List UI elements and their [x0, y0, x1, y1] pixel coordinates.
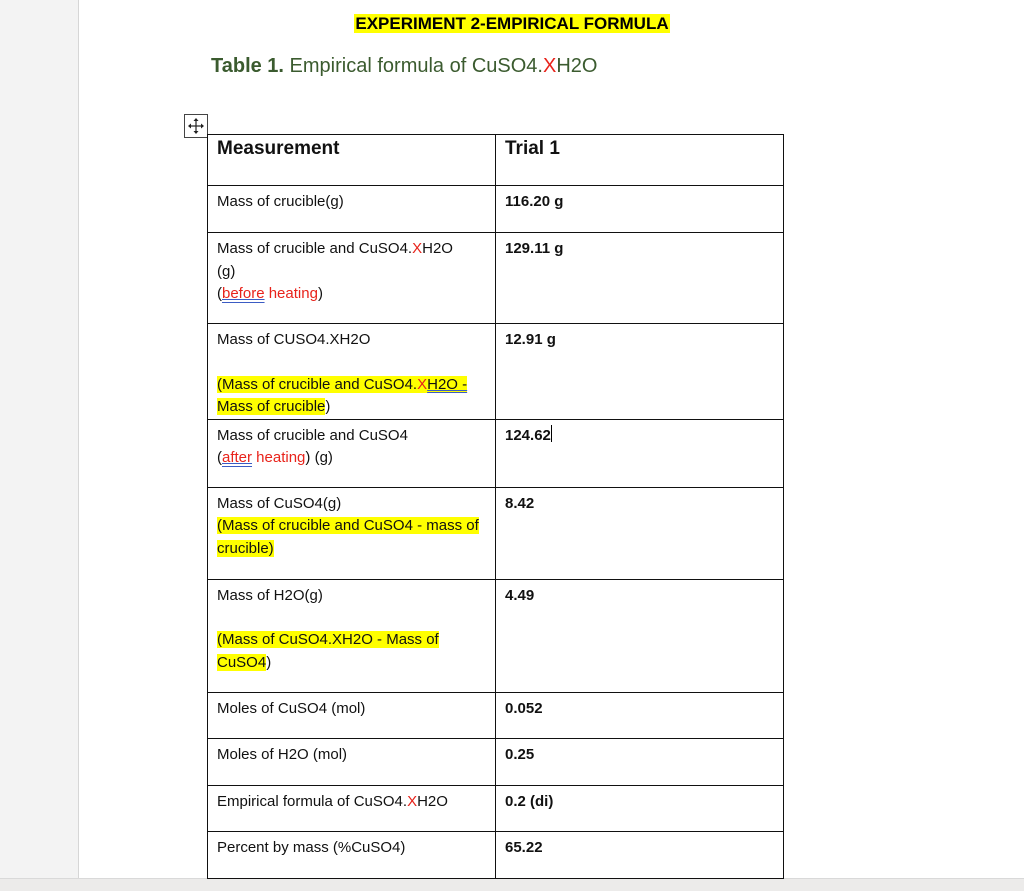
page-margin [0, 0, 79, 890]
table-row [208, 785, 784, 831]
paren-open: ( [217, 449, 222, 466]
text-cursor [551, 425, 552, 442]
word-heating: heating [252, 449, 306, 466]
cell-label[interactable] [208, 785, 496, 831]
row-label: Mass of crucible and CuSO4 [217, 426, 408, 444]
table-caption [211, 55, 597, 78]
cell-label[interactable] [208, 738, 496, 785]
table-row [208, 692, 784, 738]
row-label-tail: ) (g) [305, 449, 333, 466]
cell-label[interactable] [208, 579, 496, 692]
row-label-end: H2O [417, 792, 448, 810]
note-x: X [417, 375, 428, 393]
note-close: ) [325, 398, 331, 415]
table-move-handle-icon[interactable] [184, 114, 208, 138]
header-trial-1[interactable]: Trial 1 [496, 135, 784, 186]
cell-value[interactable]: 8.42 [496, 487, 784, 579]
row-label-x: X [407, 792, 418, 810]
table-row [208, 579, 784, 692]
table-row [208, 419, 784, 487]
cell-value[interactable]: 116.20 g [496, 186, 784, 233]
row-label: Mass of crucible and CuSO4. [217, 240, 413, 257]
cell-label[interactable] [208, 233, 496, 324]
row-note: (Mass of CuSO4.XH2O - Mass of CuSO4 [217, 631, 439, 671]
cell-label[interactable] [208, 419, 496, 487]
row-label-x: X [412, 240, 423, 257]
cell-label[interactable] [208, 186, 496, 233]
caption-end: H2O [556, 55, 598, 77]
row-note [217, 376, 467, 393]
caption-text: Empirical formula of CuSO4. [284, 55, 543, 77]
caption-x: X [542, 55, 557, 77]
word-before: before [222, 285, 265, 302]
note-h2o: H2O [427, 375, 458, 393]
table-row [208, 738, 784, 785]
row-note: (Mass of crucible and CuSO4 - mass of crucible) [217, 517, 479, 557]
row-label: Mass of CuSO4(g) [217, 494, 342, 512]
empirical-formula-table[interactable] [207, 134, 784, 879]
paren-open: ( [217, 285, 222, 302]
row-label: Moles of CuSO4 (mol) [217, 699, 366, 717]
word-after: after [222, 449, 253, 466]
table-row [208, 831, 784, 878]
caption-label: Table 1. [211, 55, 284, 77]
cell-value[interactable]: 0.2 (di) [496, 785, 784, 831]
row-label: Mass of CUSO4.XH2O [217, 331, 371, 348]
cell-value[interactable]: 0.25 [496, 738, 784, 785]
note-text: (Mass of crucible and CuSO4. [217, 375, 418, 393]
word-heating: heating [264, 285, 318, 302]
cell-value[interactable]: 129.11 g [496, 233, 784, 324]
cell-label[interactable] [208, 692, 496, 738]
header-measurement[interactable]: Measurement [208, 135, 496, 186]
cell-value[interactable]: 65.22 [496, 831, 784, 878]
table-row [208, 186, 784, 233]
table-row [208, 487, 784, 579]
cell-value[interactable] [496, 419, 784, 487]
row-label: Moles of H2O (mol) [217, 745, 348, 763]
note-close: ) [266, 653, 272, 671]
cell-value[interactable]: 4.49 [496, 579, 784, 692]
row-label-end: H2O [422, 240, 453, 257]
row-label: Mass of H2O(g) [217, 586, 323, 604]
row-label: Empirical formula of CuSO4. [217, 792, 408, 810]
cell-value[interactable]: 0.052 [496, 692, 784, 738]
status-bar [0, 878, 1024, 891]
document-heading [0, 14, 1024, 34]
row-label: Percent by mass (%CuSO4) [217, 838, 406, 856]
row-note-2: Mass of crucible [217, 398, 326, 415]
value-text: 124.62 [505, 426, 551, 444]
note-dash: - [457, 375, 468, 393]
cell-label[interactable] [208, 831, 496, 878]
cell-label[interactable] [208, 487, 496, 579]
cell-label[interactable] [208, 324, 496, 420]
table-header-row [208, 135, 784, 186]
table-row [208, 233, 784, 324]
row-label-unit: (g) [217, 262, 236, 280]
heading-text: EXPERIMENT 2-EMPIRICAL FORMULA [355, 14, 669, 33]
paren-close: ) [317, 285, 323, 302]
row-label: Mass of crucible(g) [217, 193, 344, 210]
table-row [208, 324, 784, 420]
cell-value[interactable]: 12.91 g [496, 324, 784, 420]
